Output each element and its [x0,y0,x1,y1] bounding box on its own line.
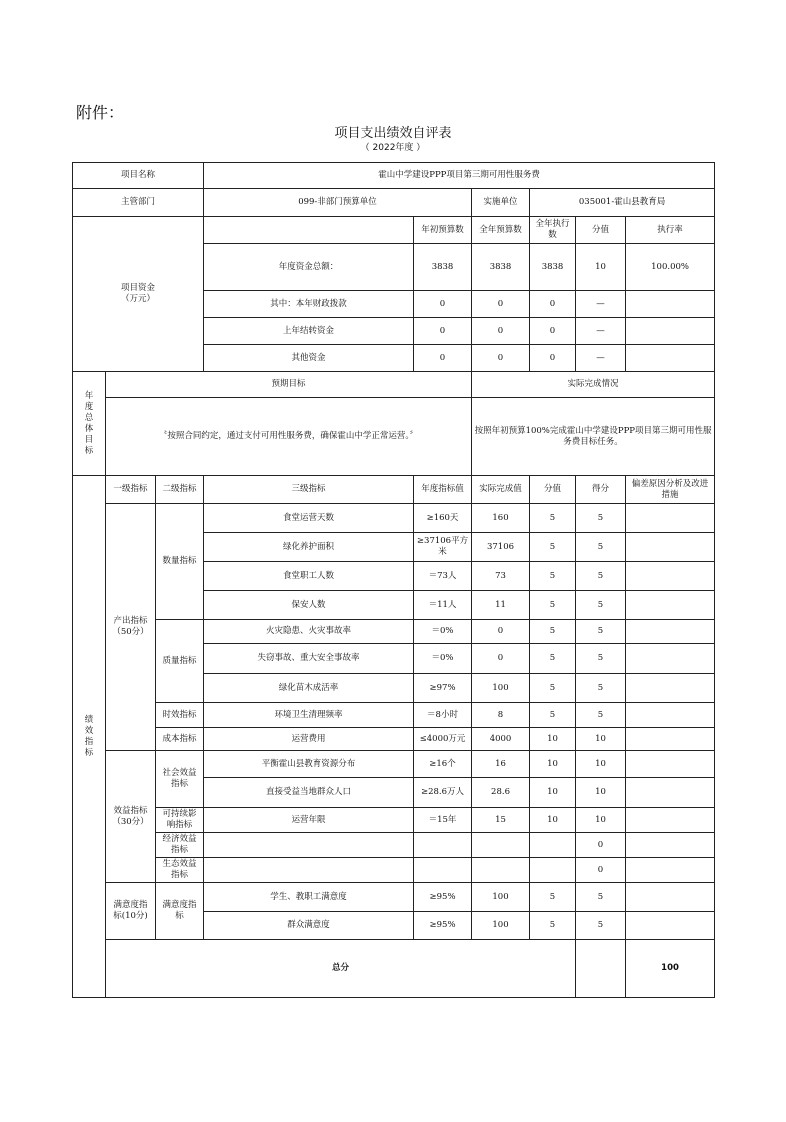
indicator-value: 5 [530,533,576,562]
indicator-name: 运营年限 [204,808,414,833]
page-title: 项目支出绩效自评表 [334,126,452,141]
annual-goal-label: 年 度 总 体 目 标 [73,372,106,476]
indicator-score: 5 [576,504,626,533]
funds-cell: — [576,318,626,345]
indicator-value: 5 [530,562,576,591]
funds-cell: 0 [414,291,472,318]
funds-cell: 0 [414,345,472,372]
indicator-actual [472,833,530,858]
actual-result-label: 实际完成情况 [472,372,715,398]
indicator-score: 0 [576,858,626,883]
impl-label: 实施单位 [472,189,530,217]
funds-header: 分值 [576,217,626,244]
perf-header: 年度指标值 [414,476,472,504]
indicator-value: 5 [530,620,576,644]
indicator-note [626,728,715,751]
cost-indicator-label: 成本指标 [156,728,204,751]
indicator-value: 5 [530,883,576,912]
evaluation-table [72,162,715,998]
page-subtitle: （ 2022年度 ） [360,143,426,153]
indicator-target: ＝11人 [414,591,472,620]
economic-indicator-label: 经济效益 指标 [156,833,204,858]
indicator-value: 5 [530,504,576,533]
indicator-name: 火灾隐患、火灾事故率 [204,620,414,644]
indicator-actual: 28.6 [472,778,530,808]
indicator-target: ＝15年 [414,808,472,833]
indicator-target: ＝0% [414,620,472,644]
indicator-actual: 100 [472,912,530,940]
dept-value: 099-非部门预算单位 [204,189,472,217]
indicator-target: ＝73人 [414,562,472,591]
indicator-score: 5 [576,883,626,912]
indicator-target: ＝0% [414,644,472,674]
indicator-score: 5 [576,591,626,620]
funds-cell: 0 [530,345,576,372]
attachment-label: 附件： [76,103,125,122]
indicator-note [626,833,715,858]
funds-cell: 0 [414,318,472,345]
indicator-score: 0 [576,833,626,858]
funds-cell: 100.00% [626,244,715,291]
indicator-actual: 4000 [472,728,530,751]
indicator-target [414,833,472,858]
indicator-actual: 100 [472,883,530,912]
indicator-value: 5 [530,912,576,940]
indicator-score: 5 [576,562,626,591]
dept-label: 主管部门 [73,189,204,217]
indicator-target: ≥95% [414,912,472,940]
indicator-target [414,858,472,883]
indicator-score: 10 [576,808,626,833]
eco-indicator-label: 生态效益 指标 [156,858,204,883]
funds-cell [626,345,715,372]
indicator-value: 10 [530,751,576,778]
funds-cell: 3838 [472,244,530,291]
indicator-value: 5 [530,644,576,674]
funds-cell: — [576,291,626,318]
indicator-note [626,533,715,562]
indicator-actual: 160 [472,504,530,533]
indicator-target: ≥37106平方米 [414,533,472,562]
indicator-actual: 8 [472,703,530,728]
indicator-target: ≤4000万元 [414,728,472,751]
funds-cell: 3838 [530,244,576,291]
indicator-value: 10 [530,778,576,808]
indicator-note [626,644,715,674]
social-indicator-label: 社会效益 指标 [156,751,204,808]
indicator-name [204,858,414,883]
indicator-name: 平衡霍山县教育资源分布 [204,751,414,778]
indicator-note [626,504,715,533]
indicator-name: 保安人数 [204,591,414,620]
funds-header-blank [204,217,414,244]
indicator-score: 5 [576,644,626,674]
indicator-actual: 15 [472,808,530,833]
indicator-note [626,778,715,808]
indicator-score: 10 [576,751,626,778]
timeliness-indicator-label: 时效指标 [156,703,204,728]
funds-cell [626,291,715,318]
funds-cell: 3838 [414,244,472,291]
indicator-name: 食堂职工人数 [204,562,414,591]
indicator-value: 10 [530,728,576,751]
satisfaction-sub-label: 满意度指 标 [156,883,204,940]
indicator-score: 5 [576,674,626,703]
indicator-target: ≥160天 [414,504,472,533]
indicator-score: 5 [576,620,626,644]
perf-header: 二级指标 [156,476,204,504]
indicator-note [626,808,715,833]
indicator-name [204,833,414,858]
indicator-value [530,858,576,883]
indicator-value: 5 [530,591,576,620]
indicator-value: 5 [530,674,576,703]
quality-indicator-label: 质量指标 [156,620,204,703]
output-indicator-label: 产出指标 （50分） [106,504,156,751]
indicator-actual: 16 [472,751,530,778]
expected-goal-label: 预期目标 [106,372,472,398]
indicator-name: 群众满意度 [204,912,414,940]
indicator-target: ＝8小时 [414,703,472,728]
sustain-indicator-label: 可持续影 响指标 [156,808,204,833]
indicator-note [626,912,715,940]
indicator-actual: 0 [472,620,530,644]
project-name-label: 项目名称 [73,163,204,189]
funds-cell: 0 [472,318,530,345]
funds-cell: 10 [576,244,626,291]
quantity-indicator-label: 数量指标 [156,504,204,620]
indicator-note [626,703,715,728]
funds-cell [626,318,715,345]
impl-value: 035001-霍山县教育局 [530,189,715,217]
indicator-note [626,620,715,644]
indicator-target: ≥28.6万人 [414,778,472,808]
indicator-note [626,562,715,591]
funds-row-name: 其他资金 [204,345,414,372]
indicator-name: 运营费用 [204,728,414,751]
funds-cell: 0 [530,318,576,345]
project-name-value: 霍山中学建设PPP项目第三期可用性服务费 [204,163,715,189]
funds-cell: — [576,345,626,372]
indicator-name: 直接受益当地群众人口 [204,778,414,808]
indicator-actual: 100 [472,674,530,703]
indicator-value: 10 [530,808,576,833]
perf-header: 偏差原因分析及改进措施 [626,476,715,504]
total-blank [576,940,626,998]
funds-header: 年初预算数 [414,217,472,244]
indicator-note [626,883,715,912]
indicator-name: 失窃事故、重大安全事故率 [204,644,414,674]
indicator-note [626,591,715,620]
perf-header: 分值 [530,476,576,504]
funds-row-name: 年度资金总额： [204,244,414,291]
funds-header: 全年预算数 [472,217,530,244]
indicator-target: ≥95% [414,883,472,912]
indicator-score: 5 [576,703,626,728]
actual-result-text: 按照年初预算100%完成霍山中学建设PPP项目第三期可用性服务费目标任务。 [472,398,715,476]
funds-row-name: 上年结转资金 [204,318,414,345]
indicator-score: 5 [576,533,626,562]
indicator-note [626,751,715,778]
funds-row-name: 其中：本年财政拨款 [204,291,414,318]
indicator-score: 10 [576,728,626,751]
indicator-score: 5 [576,912,626,940]
funds-cell: 0 [530,291,576,318]
indicator-name: 食堂运营天数 [204,504,414,533]
indicator-name: 绿化苗木成活率 [204,674,414,703]
indicator-score: 10 [576,778,626,808]
perf-header: 得分 [576,476,626,504]
perf-label: 绩 效 指 标 [73,476,106,998]
perf-header: 三级指标 [204,476,414,504]
indicator-note [626,858,715,883]
total-value: 100 [626,940,715,998]
indicator-actual: 11 [472,591,530,620]
perf-header: 实际完成值 [472,476,530,504]
funds-cell: 0 [472,291,530,318]
total-label: 总分 [106,940,576,998]
indicator-name: 绿化养护面积 [204,533,414,562]
indicator-value: 5 [530,703,576,728]
indicator-actual [472,858,530,883]
indicator-note [626,674,715,703]
indicator-target: ≥97% [414,674,472,703]
indicator-name: 学生、教职工满意度 [204,883,414,912]
indicator-value [530,833,576,858]
indicator-target: ≥16个 [414,751,472,778]
funds-header: 全年执行数 [530,217,576,244]
funds-label: 项目资金 （万元） [73,217,204,372]
benefit-indicator-label: 效益指标 （30分） [106,751,156,883]
funds-cell: 0 [472,345,530,372]
indicator-actual: 37106 [472,533,530,562]
indicator-actual: 0 [472,644,530,674]
perf-header: 一级指标 [106,476,156,504]
indicator-actual: 73 [472,562,530,591]
funds-header: 执行率 [626,217,715,244]
expected-goal-text: 〝按照合同约定，通过支付可用性服务费，确保霍山中学正常运营。〞 [106,398,472,476]
satisfaction-indicator-label: 满意度指 标(10分) [106,883,156,940]
indicator-name: 环境卫生清理频率 [204,703,414,728]
